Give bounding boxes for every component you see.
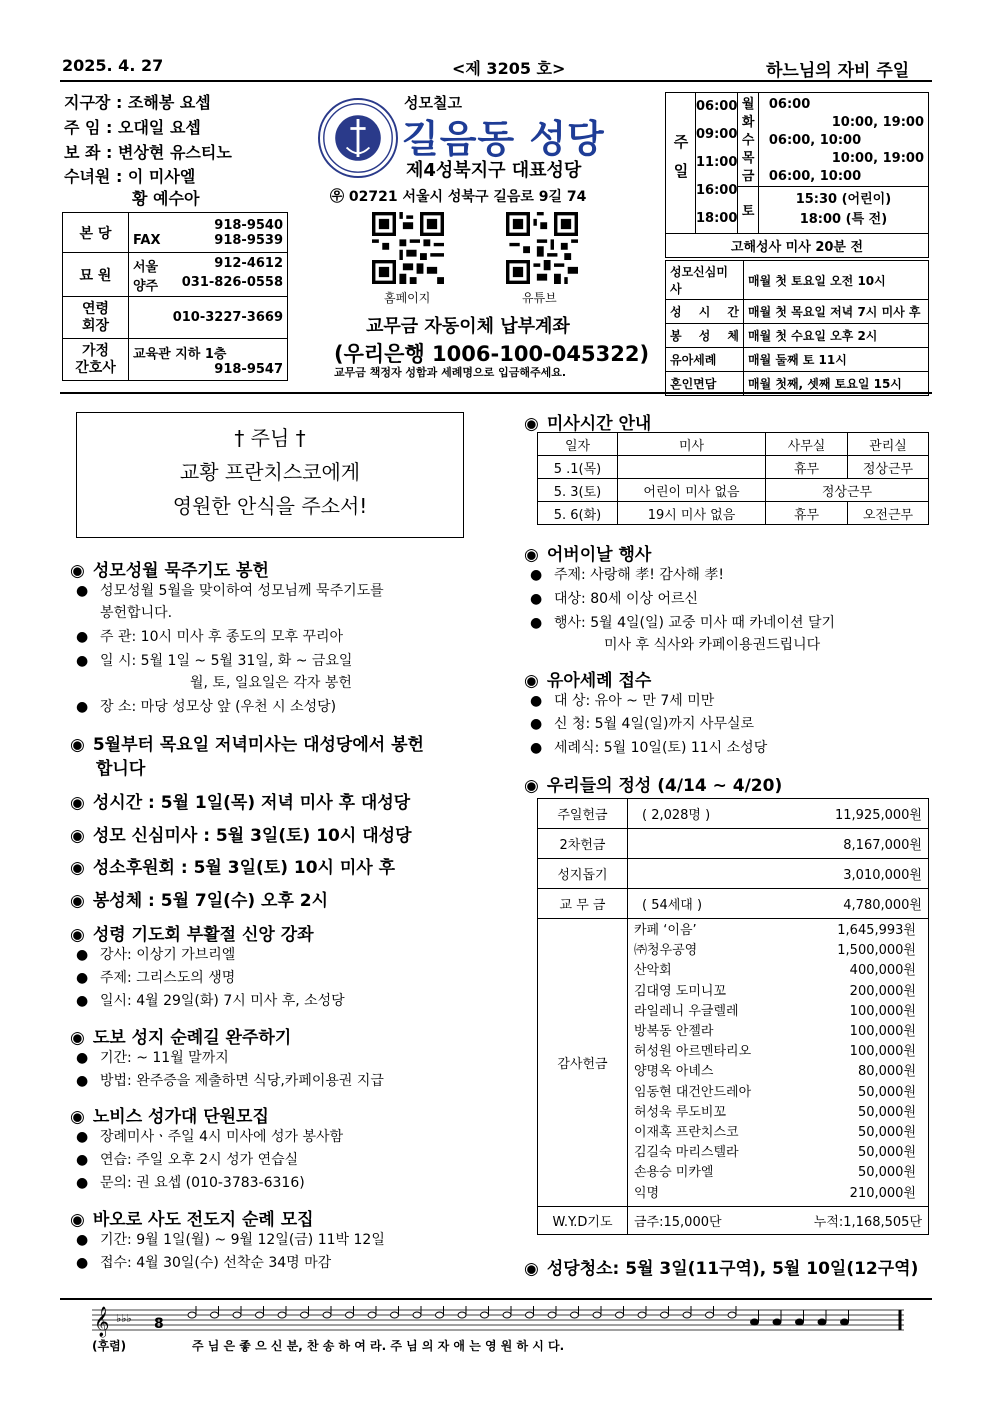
saturday-time: 18:00 (특 전) [799, 211, 888, 227]
homepage-qr-label: 홈페이지 [384, 291, 431, 305]
list-item: 라일레니 우글렐레 100,000원 [634, 1003, 916, 1019]
table-header: 관리실 [848, 433, 929, 456]
svg-text:♭♭♭: ♭♭♭ [116, 1312, 132, 1325]
table-row: 5. 3(토) 어린이 미사 없음 정상근무 [538, 479, 929, 502]
list-item: ● 문의: 권 요셉 (010-3783-6316) [76, 1175, 305, 1191]
staff-convent: 수녀원 : 이 미사엘 [64, 167, 196, 186]
event-value: 매월 첫 목요일 저녁 7시 미사 후 [744, 300, 929, 324]
section-title: ◉ 미사시간 안내 [524, 414, 652, 434]
music-note [638, 1312, 646, 1318]
issue-number: <제 3205 호> [452, 59, 566, 78]
list-item: 손용승 미카엘 50,000원 [634, 1165, 916, 1181]
staff-pastor: 주 임 : 오대일 요셉 [64, 118, 201, 137]
cemetery-label: 묘 원 [63, 253, 129, 297]
weekday-day: 금 [741, 169, 755, 184]
event-value: 매월 둘째 토 11시 [744, 348, 929, 372]
music-note [548, 1312, 556, 1318]
table-row: 5 .1(목) 휴무 정상근무 [538, 456, 929, 479]
section-title-cont: 합니다 [96, 759, 146, 779]
section-title: ◉ 성시간 : 5월 1일(목) 저녁 미사 후 대성당 [70, 793, 411, 813]
list-item: ● 장 소: 마당 성모상 앞 (우천 시 소성당) [76, 699, 337, 715]
council-phone: 010-3227-3669 [129, 297, 288, 339]
sunday-time: 06:00 [696, 99, 738, 114]
list-item: ● 일 시: 5월 1일 ~ 5월 31일, 화 ~ 금요일 [76, 653, 353, 669]
event-label: 혼인면담 [666, 372, 744, 396]
weekday-day: 목 [741, 151, 755, 166]
list-item: ● 신 청: 5월 4일(일)까지 사무실로 [530, 716, 755, 732]
list-item: ● 행사: 5월 4일(일) 교중 미사 때 카네이션 달기 [530, 615, 835, 631]
section-title: ◉ 성모성월 묵주기도 봉헌 [70, 561, 269, 581]
list-item: 허성원 아르멘타리오 100,000원 [634, 1044, 916, 1060]
church-district: 제4성북지구 대표성당 [406, 160, 582, 181]
section-title: ◉ 성모 신심미사 : 5월 3일(토) 10시 대성당 [70, 826, 412, 846]
svg-text:𝄞: 𝄞 [94, 1307, 110, 1337]
list-item: 카페 ‘이음’ 1,645,993원 [634, 923, 916, 938]
weekday-time: 06:00, 10:00 [768, 133, 862, 148]
event-label: 유아세례 [666, 348, 744, 372]
music-note [233, 1312, 241, 1318]
music-note [728, 1312, 736, 1318]
list-item: 산악회 400,000원 [634, 963, 916, 979]
music-note [773, 1319, 781, 1325]
sunday-time: 18:00 [696, 211, 738, 226]
weekday-time: 10:00, 19:00 [831, 115, 924, 130]
music-note [188, 1312, 196, 1318]
youtube-qr-code[interactable] [506, 212, 578, 284]
section-divider [60, 392, 932, 394]
list-item-cont: 월, 토, 일요일은 각자 봉헌 [190, 675, 352, 691]
section-title: ◉ 5월부터 목요일 저녁미사는 대성당에서 봉헌 [70, 735, 424, 755]
weekday-day: 월 [741, 97, 755, 112]
list-item: ● 연습: 주일 오후 2시 성가 연습실 [76, 1152, 299, 1168]
list-item: 이재혹 프란치스코 50,000원 [634, 1125, 916, 1141]
list-item-cont: 미사 후 식사와 카페이용권드립니다 [604, 637, 821, 653]
nurse-phone: 918-9547 [214, 361, 283, 377]
weekday-time: 06:00, 10:00 [768, 169, 862, 184]
table-row: W.Y.D기도 금주:15,000단 누적:1,168,505단 [538, 1206, 929, 1234]
music-note [256, 1312, 264, 1318]
list-item: ● 세례식: 5월 10일(토) 11시 소성당 [530, 740, 768, 756]
fax-phone: 918-9539 [214, 232, 283, 248]
seoul-phone: 912-4612 [214, 255, 283, 271]
staff-district-priest: 지구장 : 조해봉 요셉 [64, 93, 211, 112]
tithe-title: 교무금 자동이체 납부계좌 [366, 316, 570, 337]
music-note [616, 1312, 624, 1318]
sunday-name: 하느님의 자비 주일 [766, 61, 910, 81]
list-item: ● 성모성월 5월을 맞이하여 성모님께 묵주기도를 [76, 583, 384, 599]
staff-convent-2: 황 예수아 [132, 189, 200, 208]
refrain-lyrics: 주 님 은 좋 으 신 분, 찬 송 하 여 라. 주 님 의 자 애 는 영 원 하 시 다. [192, 1339, 565, 1353]
memorial-line: 영원한 안식을 주소서! [172, 494, 368, 518]
section-title: ◉ 봉성체 : 5월 7일(수) 오후 2시 [70, 891, 329, 911]
office-label: 본 당 [63, 213, 129, 253]
nurse-place: 교육관 지하 1층 [133, 346, 227, 362]
music-note [436, 1312, 444, 1318]
music-note [503, 1312, 511, 1318]
section-title: ◉ 우리들의 정성 (4/14 ~ 4/20) [524, 776, 783, 796]
refrain-label: (후렴) [92, 1339, 127, 1353]
music-note [526, 1312, 534, 1318]
music-note [571, 1312, 579, 1318]
music-note [481, 1312, 489, 1318]
music-note [683, 1312, 691, 1318]
list-item: 김길숙 마리스텔라 50,000원 [634, 1145, 916, 1161]
list-item: ㈜청우공영 1,500,000원 [634, 943, 916, 959]
yangju-label: 양주 [133, 278, 159, 294]
weekday-day: 화 [741, 115, 755, 130]
list-item: ● 강사: 이상기 가브리엘 [76, 947, 236, 963]
section-title: ◉ 도보 성지 순례길 완주하기 [70, 1028, 292, 1048]
table-row: 2차헌금 8,167,000원 [538, 829, 929, 859]
music-note [841, 1319, 849, 1325]
nurse-label: 가정 간호사 [63, 339, 129, 381]
event-value: 매월 첫 토요일 오전 10시 [744, 261, 929, 300]
fax-label: FAX [133, 232, 161, 248]
sunday-time: 16:00 [696, 183, 738, 198]
music-note [368, 1312, 376, 1318]
table-row: 성지돕기 3,010,000원 [538, 859, 929, 889]
contacts-table [62, 212, 288, 381]
monthly-events-table [665, 260, 929, 396]
event-label: 성 시 간 [666, 300, 744, 324]
music-note [413, 1312, 421, 1318]
music-note [458, 1312, 466, 1318]
council-label: 연령 회장 [63, 297, 129, 339]
table-header: 사무실 [766, 433, 848, 456]
music-note [751, 1319, 759, 1325]
mass-time-table [537, 432, 929, 525]
table-row: 5. 6(화) 19시 미사 없음 휴무 오전근무 [538, 502, 929, 525]
bulletin-date: 2025. 4. 27 [62, 56, 164, 75]
music-note [278, 1312, 286, 1318]
event-label: 봉 성 체 [666, 324, 744, 348]
event-label: 성모신심미사 [666, 261, 744, 300]
memorial-line: † 주님 † [234, 426, 306, 450]
music-note [661, 1312, 669, 1318]
table-row: 감사헌금 카페 ‘이음’ 1,645,993원 ㈜청우공영 1,500,000원 산악회 400,000원 김대영 도미니꼬 200,000원 라일레니 우글렐레 100,000원 방복동 안젤라 100,000원 허성원 아르멘타리오 100,000원 양명옥 아녜스 80,000원 임동현 대건안드레아 50,000원 허성욱 루도비꼬 50,000원 이재혹 프란치스코 50,000원 김길숙 마리스텔라 50,000원 손용승 미카엘 50,000원 익명 210,000원 [538, 919, 929, 1207]
section-title: ◉ 어버이날 행사 [524, 545, 652, 565]
music-note [346, 1312, 354, 1318]
table-header: 미사 [618, 433, 766, 456]
list-item: ● 대상: 80세 이상 어르신 [530, 591, 699, 607]
sunday-time: 11:00 [696, 155, 738, 170]
list-item: ● 주제: 그리스도의 생명 [76, 970, 236, 986]
list-item: 익명 210,000원 [634, 1185, 916, 1201]
saturday-time: 15:30 (어린이) [795, 191, 892, 207]
seoul-label: 서울 [133, 259, 159, 275]
music-note [593, 1312, 601, 1318]
saturday-label: 토 [738, 187, 758, 233]
memorial-box [76, 412, 464, 538]
music-note [706, 1312, 714, 1318]
homepage-qr-code[interactable] [372, 212, 444, 284]
list-item: ● 일시: 4월 29일(화) 7시 미사 후, 소성당 [76, 993, 345, 1009]
memorial-line: 교황 프란치스코에게 [179, 460, 361, 484]
list-item: ● 주제: 사랑해 孝! 감사해 孝! [530, 567, 724, 583]
list-item: ● 장례미사ㆍ주일 4시 미사에 성가 봉사함 [76, 1129, 344, 1145]
list-item: 김대영 도미니꼬 200,000원 [634, 983, 916, 999]
music-note [818, 1319, 826, 1325]
sunday-label: 주일 [671, 134, 690, 192]
section-title: ◉ 성소후원회 : 5월 3일(토) 10시 미사 후 [70, 858, 396, 878]
list-item: 허성욱 루도비꼬 50,000원 [634, 1104, 916, 1120]
staff-assistant: 보 좌 : 변상현 유스티노 [64, 143, 232, 162]
confession-note: 고해성사 미사 20분 전 [666, 234, 929, 258]
list-item: ● 접수: 4월 30일(수) 선착순 34명 마감 [76, 1255, 332, 1271]
list-item: ● 대 상: 유아 ~ 만 7세 미만 [530, 693, 715, 709]
weekday-day: 수 [741, 133, 755, 148]
youtube-qr-label: 유튜브 [522, 291, 557, 305]
list-item: 방복동 안젤라 100,000원 [634, 1024, 916, 1040]
church-logo [318, 98, 398, 178]
section-title: ◉ 노비스 성가대 단원모집 [70, 1107, 269, 1127]
yangju-phone: 031-826-0558 [181, 274, 283, 290]
mass-schedule-table [665, 92, 929, 258]
office-phone: 918-9540 [214, 217, 283, 233]
church-address: ㉾ 02721 서울시 성북구 길음로 9길 74 [330, 189, 587, 205]
music-note [796, 1319, 804, 1325]
list-item: ● 기간: ~ 11월 말까지 [76, 1050, 229, 1066]
weekday-time: 06:00 [768, 97, 811, 112]
list-item: 임동현 대건안드레아 50,000원 [634, 1084, 916, 1100]
header-divider [60, 80, 932, 82]
svg-text:8: 8 [154, 1316, 164, 1332]
list-item: ● 기간: 9월 1일(월) ~ 9월 12일(금) 11박 12일 [76, 1232, 385, 1248]
music-note [211, 1312, 219, 1318]
table-row: 교 무 금 ( 54세대 ) 4,780,000원 [538, 889, 929, 919]
table-row: 주일헌금 ( 2,028명 ) 11,925,000원 [538, 799, 929, 829]
offering-table [537, 798, 929, 1235]
music-note [301, 1312, 309, 1318]
list-item: ● 방법: 완주증을 제출하면 식당,카페이용권 지급 [76, 1073, 384, 1089]
sunday-time: 09:00 [696, 127, 738, 142]
event-value: 매월 첫째, 셋째 토요일 15시 [744, 372, 929, 396]
tithe-note: 교무금 책정자 성함과 세례명으로 입금해주세요. [334, 366, 567, 379]
list-item-cont: 봉헌합니다. [100, 605, 173, 621]
church-name: 길음동 성당 [402, 117, 605, 161]
music-note [323, 1312, 331, 1318]
section-title: ◉ 성당청소: 5월 3일(11구역), 5월 10일(12구역) [524, 1259, 919, 1279]
church-subtitle: 성모칠고 [404, 94, 462, 112]
section-title: ◉ 바오로 사도 전도지 순례 모집 [70, 1210, 314, 1230]
music-note [391, 1312, 399, 1318]
weekday-time: 10:00, 19:00 [831, 151, 924, 166]
table-header: 일자 [538, 433, 618, 456]
footer-divider [60, 1298, 932, 1300]
event-value: 매월 첫 수요일 오후 2시 [744, 324, 929, 348]
music-staff [92, 1306, 904, 1354]
section-title: ◉ 유아세례 접수 [524, 671, 652, 691]
section-title: ◉ 성령 기도회 부활절 신앙 강좌 [70, 925, 314, 945]
bank-account: (우리은행 1006-100-045322) [334, 342, 650, 366]
list-item: 양명옥 아녜스 80,000원 [634, 1064, 916, 1080]
list-item: ● 주 관: 10시 미사 후 종도의 모후 꾸리아 [76, 629, 344, 645]
